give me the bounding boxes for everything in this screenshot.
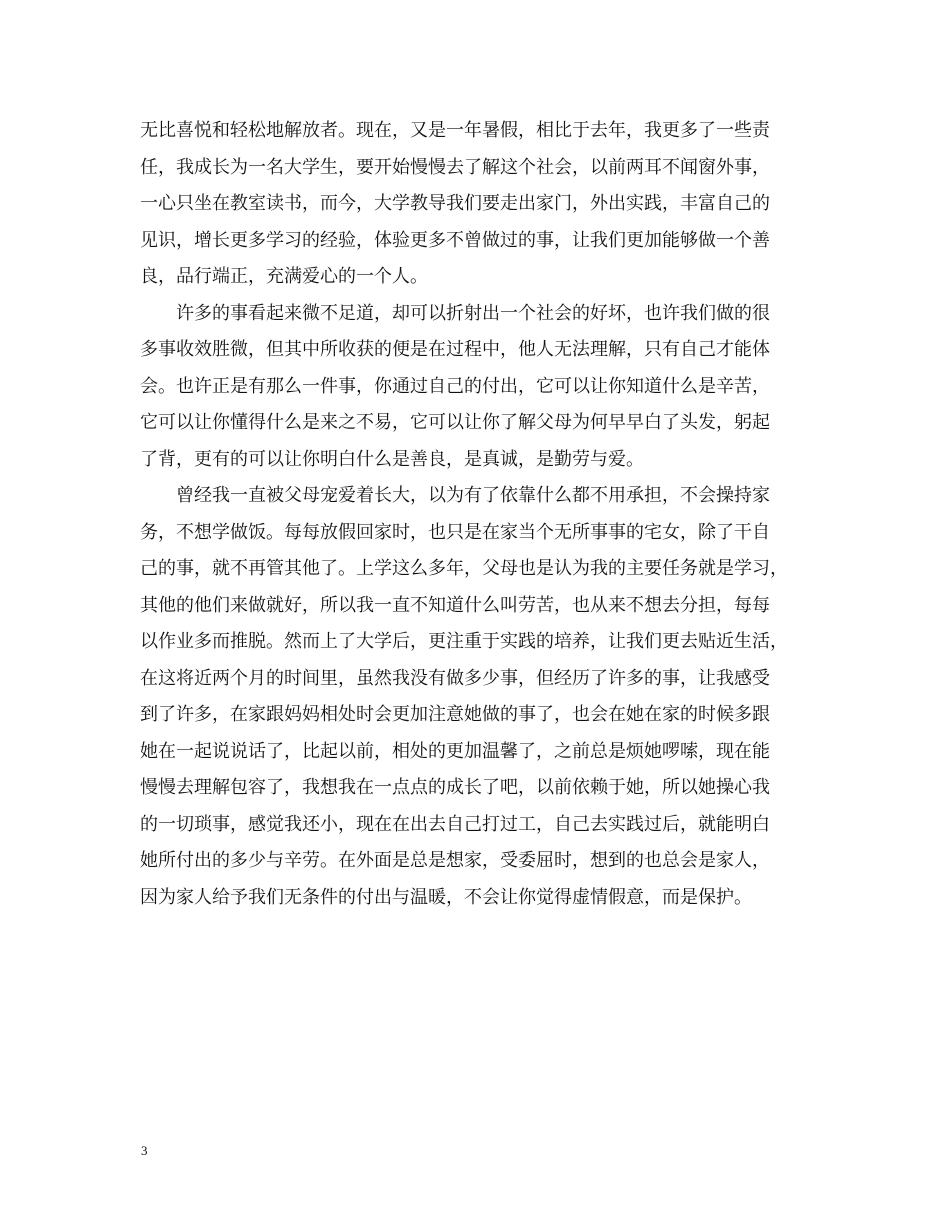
text-line: 己的事，就不再管其他了。上学这么多年，父母也是认为我的主要任务就是学习， [140,558,788,579]
paragraph-1 [140,113,820,296]
text-line: 的一切琐事，感觉我还小，现在在出去自己打过工，自己去实践过后，就能明白 [140,813,770,835]
text-line: 她所付出的多少与辛劳。在外面是总是想家，受委屈时，想到的也总会是家人， [140,850,770,871]
text-line: 了背，更有的可以让你明白什么是善良，是真诚，是勤劳与爱。 [140,448,644,470]
text-line: 她在一起说说话了，比起以前，相处的更加温馨了，之前总是烦她啰嗦，现在能 [140,740,770,762]
text-line: 一心只坐在教室读书，而今，大学教导我们要走出家门，外出实践，丰富自己的 [140,193,770,214]
text-line: 以作业多而推脱。然而上了大学后，更注重于实践的培养，让我们更去贴近生活， [140,631,788,652]
text-line: 务，不想学做饭。每每放假回家时，也只是在家当个无所事事的宅女，除了干自 [140,521,770,543]
body-text [140,113,820,916]
text-line: 会。也许正是有那么一件事，你通过自己的付出，它可以让你知道什么是辛苦， [140,375,770,397]
paragraph-2 [140,296,820,479]
text-line: 多事收效胜微，但其中所收获的便是在过程中，他人无法理解，只有自己才能体 [140,339,770,360]
text-line: 见识，增长更多学习的经验，体验更多不曾做过的事，让我们更加能够做一个善 [140,229,770,251]
text-line: 因为家人给予我们无条件的付出与温暖，不会让你觉得虚情假意，而是保护。 [140,886,752,908]
text-line: 良，品行端正，充满爱心的一个人。 [140,266,428,287]
text-line: 无比喜悦和轻松地解放者。现在，又是一年暑假，相比于去年，我更多了一些责 [140,120,770,141]
text-line: 它可以让你懂得什么是来之不易，它可以让你了解父母为何早早白了头发，躬起 [140,412,770,433]
text-line: 曾经我一直被父母宠爱着长大，以为有了依靠什么都不用承担，不会操持家 [140,485,770,506]
text-line: 许多的事看起来微不足道，却可以折射出一个社会的好坏，也许我们做的很 [140,302,770,324]
text-line: 其他的他们来做就好，所以我一直不知道什么叫劳苦，也从来不想去分担，每每 [140,594,770,616]
paragraph-3 [140,478,820,916]
text-line: 任，我成长为一名大学生，要开始慢慢去了解这个社会，以前两耳不闻窗外事， [140,156,770,178]
text-line: 到了许多，在家跟妈妈相处时会更加注意她做的事了，也会在她在家的时候多跟 [140,704,770,725]
page-number: 3 [141,1143,148,1158]
text-line: 在这将近两个月的时间里，虽然我没有做多少事，但经历了许多的事，让我感受 [140,667,770,689]
text-line: 慢慢去理解包容了，我想我在一点点的成长了吧，以前依赖于她，所以她操心我 [140,777,770,798]
